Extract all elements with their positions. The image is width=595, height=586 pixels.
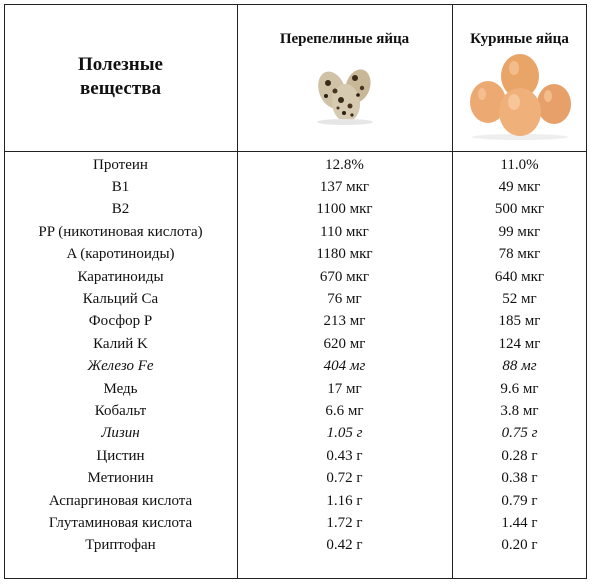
quail-value: 0.43 г — [326, 447, 363, 464]
table-row — [4, 490, 587, 512]
nutrient-name: Кальций Ca — [82, 291, 159, 308]
chicken-eggs-header: Куриные яйца — [470, 31, 569, 47]
quail-value: 670 мкг — [319, 268, 370, 285]
chicken-value: 9.6 мг — [500, 380, 539, 397]
nutrient-name: Каратиноиды — [77, 268, 164, 285]
nutrients-header: Полезные вещества — [78, 54, 163, 99]
nutrient-name: B1 — [111, 179, 130, 196]
chicken-header-cell — [452, 4, 587, 150]
chicken-eggs-image — [464, 54, 576, 140]
quail-value: 1.05 г — [326, 425, 363, 442]
nutrient-name: Кобальт — [94, 402, 147, 419]
quail-eggs-header: Перепелиные яйца — [279, 31, 410, 47]
nutrient-name: Железо Fe — [87, 358, 154, 375]
quail-value: 620 мг — [323, 335, 366, 352]
quail-value: 1.72 г — [326, 514, 363, 531]
table-row — [4, 512, 587, 534]
quail-value: 0.42 г — [326, 537, 363, 554]
chicken-value: 88 мг — [502, 358, 537, 375]
table-row — [4, 176, 587, 198]
quail-value: 17 мг — [327, 380, 362, 397]
table-row — [4, 333, 587, 355]
nutrient-name: Медь — [103, 380, 138, 397]
quail-value: 6.6 мг — [325, 402, 364, 419]
nutrient-name: B2 — [111, 201, 130, 218]
chicken-value: 0.28 г — [501, 447, 538, 464]
chicken-value: 99 мкг — [498, 223, 541, 240]
quail-value: 1180 мкг — [316, 246, 373, 263]
table-row — [4, 535, 587, 557]
nutrient-name: Лизин — [101, 425, 140, 442]
chicken-value: 0.38 г — [501, 470, 538, 487]
table-row — [4, 288, 587, 310]
table-row — [4, 221, 587, 243]
nutrient-name: PP (никотиновая кислота) — [38, 223, 203, 240]
chicken-value: 0.75 г — [501, 425, 538, 442]
quail-value: 76 мг — [327, 291, 362, 308]
nutrient-name: Метионин — [87, 470, 154, 487]
chicken-value: 500 мкг — [494, 201, 545, 218]
quail-value: 137 мкг — [319, 179, 370, 196]
chicken-value: 78 мкг — [498, 246, 541, 263]
chicken-value: 11.0% — [500, 156, 539, 173]
quail-eggs-image — [300, 58, 390, 126]
table-row — [4, 400, 587, 422]
chicken-value: 0.79 г — [501, 492, 538, 509]
chicken-value: 52 мг — [502, 291, 537, 308]
table-row — [4, 467, 587, 489]
table-row — [4, 266, 587, 288]
quail-value: 1100 мкг — [316, 201, 373, 218]
quail-value: 110 мкг — [320, 223, 369, 240]
quail-value: 12.8% — [325, 156, 364, 173]
nutrient-name: Калий K — [93, 335, 148, 352]
nutrient-rows — [4, 154, 587, 557]
quail-value: 404 мг — [323, 358, 366, 375]
chicken-value: 1.44 г — [501, 514, 538, 531]
nutrients-header-cell — [4, 4, 237, 150]
quail-header-cell — [237, 4, 452, 150]
nutrient-name: Протеин — [93, 156, 148, 173]
nutrient-name: Фосфор P — [88, 313, 153, 330]
table-row — [4, 154, 587, 176]
table-row — [4, 423, 587, 445]
header-divider — [4, 151, 587, 152]
nutrient-name: Триптофан — [85, 537, 156, 554]
table-row — [4, 445, 587, 467]
chicken-value: 124 мг — [498, 335, 541, 352]
nutrient-name: Цистин — [96, 447, 145, 464]
chicken-value: 49 мкг — [498, 179, 541, 196]
chicken-value: 185 мг — [498, 313, 541, 330]
table-row — [4, 311, 587, 333]
nutrient-name: Аспаргиновая кислота — [48, 492, 193, 509]
chicken-value: 0.20 г — [501, 537, 538, 554]
table-row — [4, 356, 587, 378]
quail-value: 213 мг — [323, 313, 366, 330]
quail-value: 1.16 г — [326, 492, 363, 509]
nutrient-name: Глутаминовая кислота — [48, 514, 193, 531]
chicken-value: 3.8 мг — [500, 402, 539, 419]
table-row — [4, 244, 587, 266]
quail-value: 0.72 г — [326, 470, 363, 487]
nutrient-name: A (каротиноиды) — [66, 246, 175, 263]
table-row — [4, 378, 587, 400]
chicken-value: 640 мкг — [494, 268, 545, 285]
table-row — [4, 199, 587, 221]
